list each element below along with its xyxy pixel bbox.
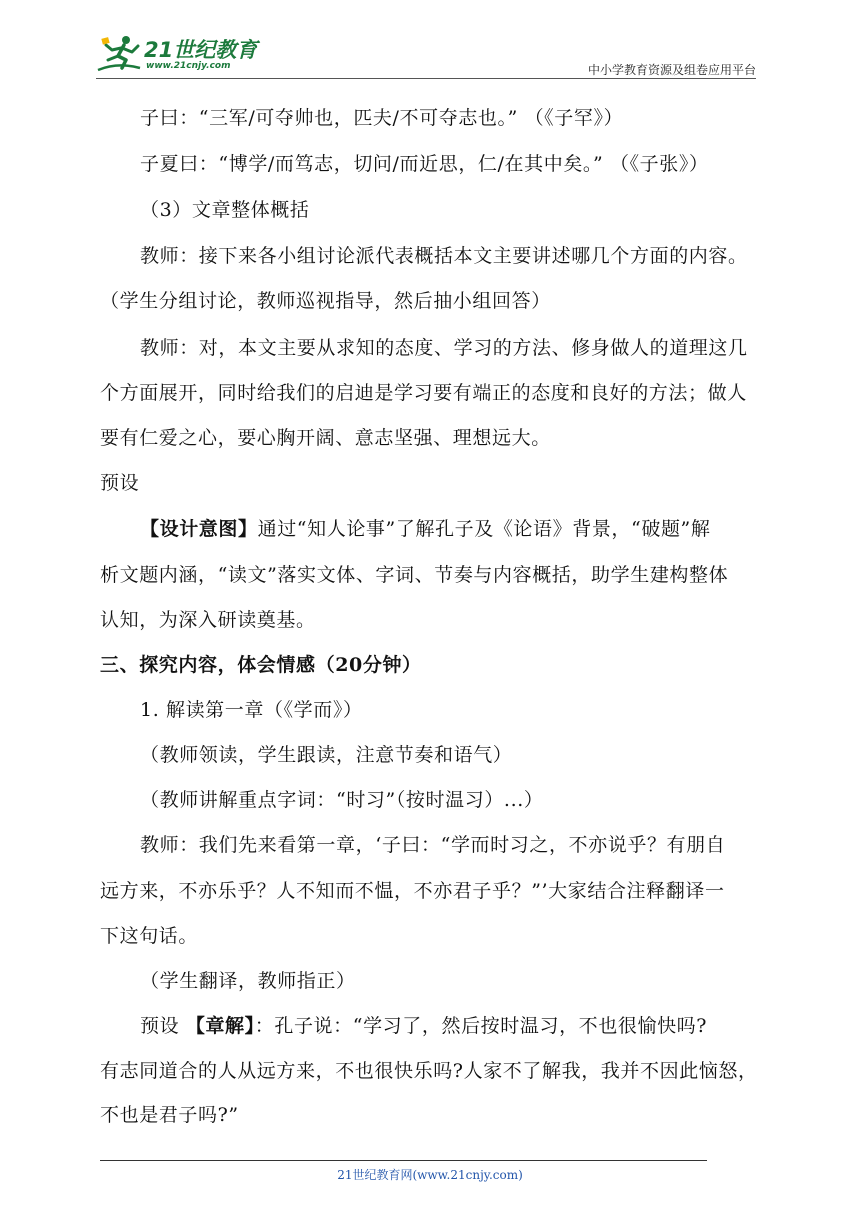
paragraph-line: 教师：我们先来看第一章，‘子曰：“学而时习之，不亦说乎？有朋自 (140, 834, 726, 856)
paragraph-line: 预设 (100, 472, 140, 494)
section-heading: 三、探究内容，体会情感（20分钟） (100, 654, 422, 676)
design-intent-line (140, 515, 710, 543)
section-subheading: （3）文章整体概括 (140, 199, 310, 221)
paragraph-line: 不也是君子吗?” (100, 1104, 239, 1126)
runner-logo-icon (96, 34, 144, 74)
numbered-item: 1. 解读第一章（《学而》） (140, 699, 363, 721)
page-header (0, 0, 860, 80)
paragraph-line: 教师：接下来各小组讨论派代表概括本文主要讲述哪几个方面的内容。 (140, 245, 748, 267)
paragraph-line: 下这句话。 (100, 925, 199, 947)
header-divider (96, 78, 756, 79)
paragraph-line: （学生分组讨论，教师巡视指导，然后抽小组回答） (100, 290, 551, 312)
brand-name: 21世纪教育 (144, 38, 258, 62)
paragraph-line: 子夏曰：“博学/而笃志，切问/而近思，仁/在其中矣。” （《子张》） (140, 153, 709, 175)
paragraph-line: 析文题内涵，“读文”落实文体、字词、节奏与内容概括，助学生建构整体 (100, 564, 729, 586)
paragraph-line: （学生翻译，教师指正） (140, 970, 356, 992)
preset-label: 预设 (140, 1015, 186, 1037)
chapter-explanation-line (140, 1012, 707, 1040)
paragraph-line: 认知，为深入研读奠基。 (100, 609, 316, 631)
brand-url: www.21cnjy.com (146, 61, 231, 71)
paragraph-line: 子曰：“三军/可夺帅也，匹夫/不可夺志也。” （《子罕》） (140, 107, 624, 129)
footer-divider (100, 1160, 707, 1161)
chapter-explanation-label: 【章解】 (185, 1015, 255, 1037)
paragraph-line: （教师讲解重点字词：“时习”（按时温习）...） (140, 789, 544, 811)
paragraph-line: 远方来，不亦乐乎？人不知而不愠，不亦君子乎？”’大家结合注释翻译一 (100, 880, 725, 902)
paragraph-line: 有志同道合的人从远方来，不也很快乐吗?人家不了解我，我并不因此恼怒， (100, 1060, 758, 1082)
footer-source: 21世纪教育网(www.21cnjy.com) (337, 1168, 523, 1182)
paragraph-line: 要有仁爱之心，要心胸开阔、意志坚强、理想远大。 (100, 427, 551, 449)
paragraph-line: 教师：对，本文主要从求知的态度、学习的方法、修身做人的道理这几 (140, 337, 748, 359)
header-tagline: 中小学教育资源及组卷应用平台 (587, 63, 756, 77)
paragraph-line: （教师领读，学生跟读，注意节奏和语气） (140, 744, 513, 766)
design-intent-text: 通过“知人论事”了解孔子及《论语》背景，“破题”解 (257, 518, 711, 540)
chapter-explanation-text: ：孔子说：“学习了，然后按时温习，不也很愉快吗? (254, 1015, 708, 1037)
logo (96, 34, 266, 78)
paragraph-line: 个方面展开，同时给我们的启迪是学习要有端正的态度和良好的方法；做人 (100, 382, 747, 404)
design-intent-label: 【设计意图】 (140, 518, 258, 540)
